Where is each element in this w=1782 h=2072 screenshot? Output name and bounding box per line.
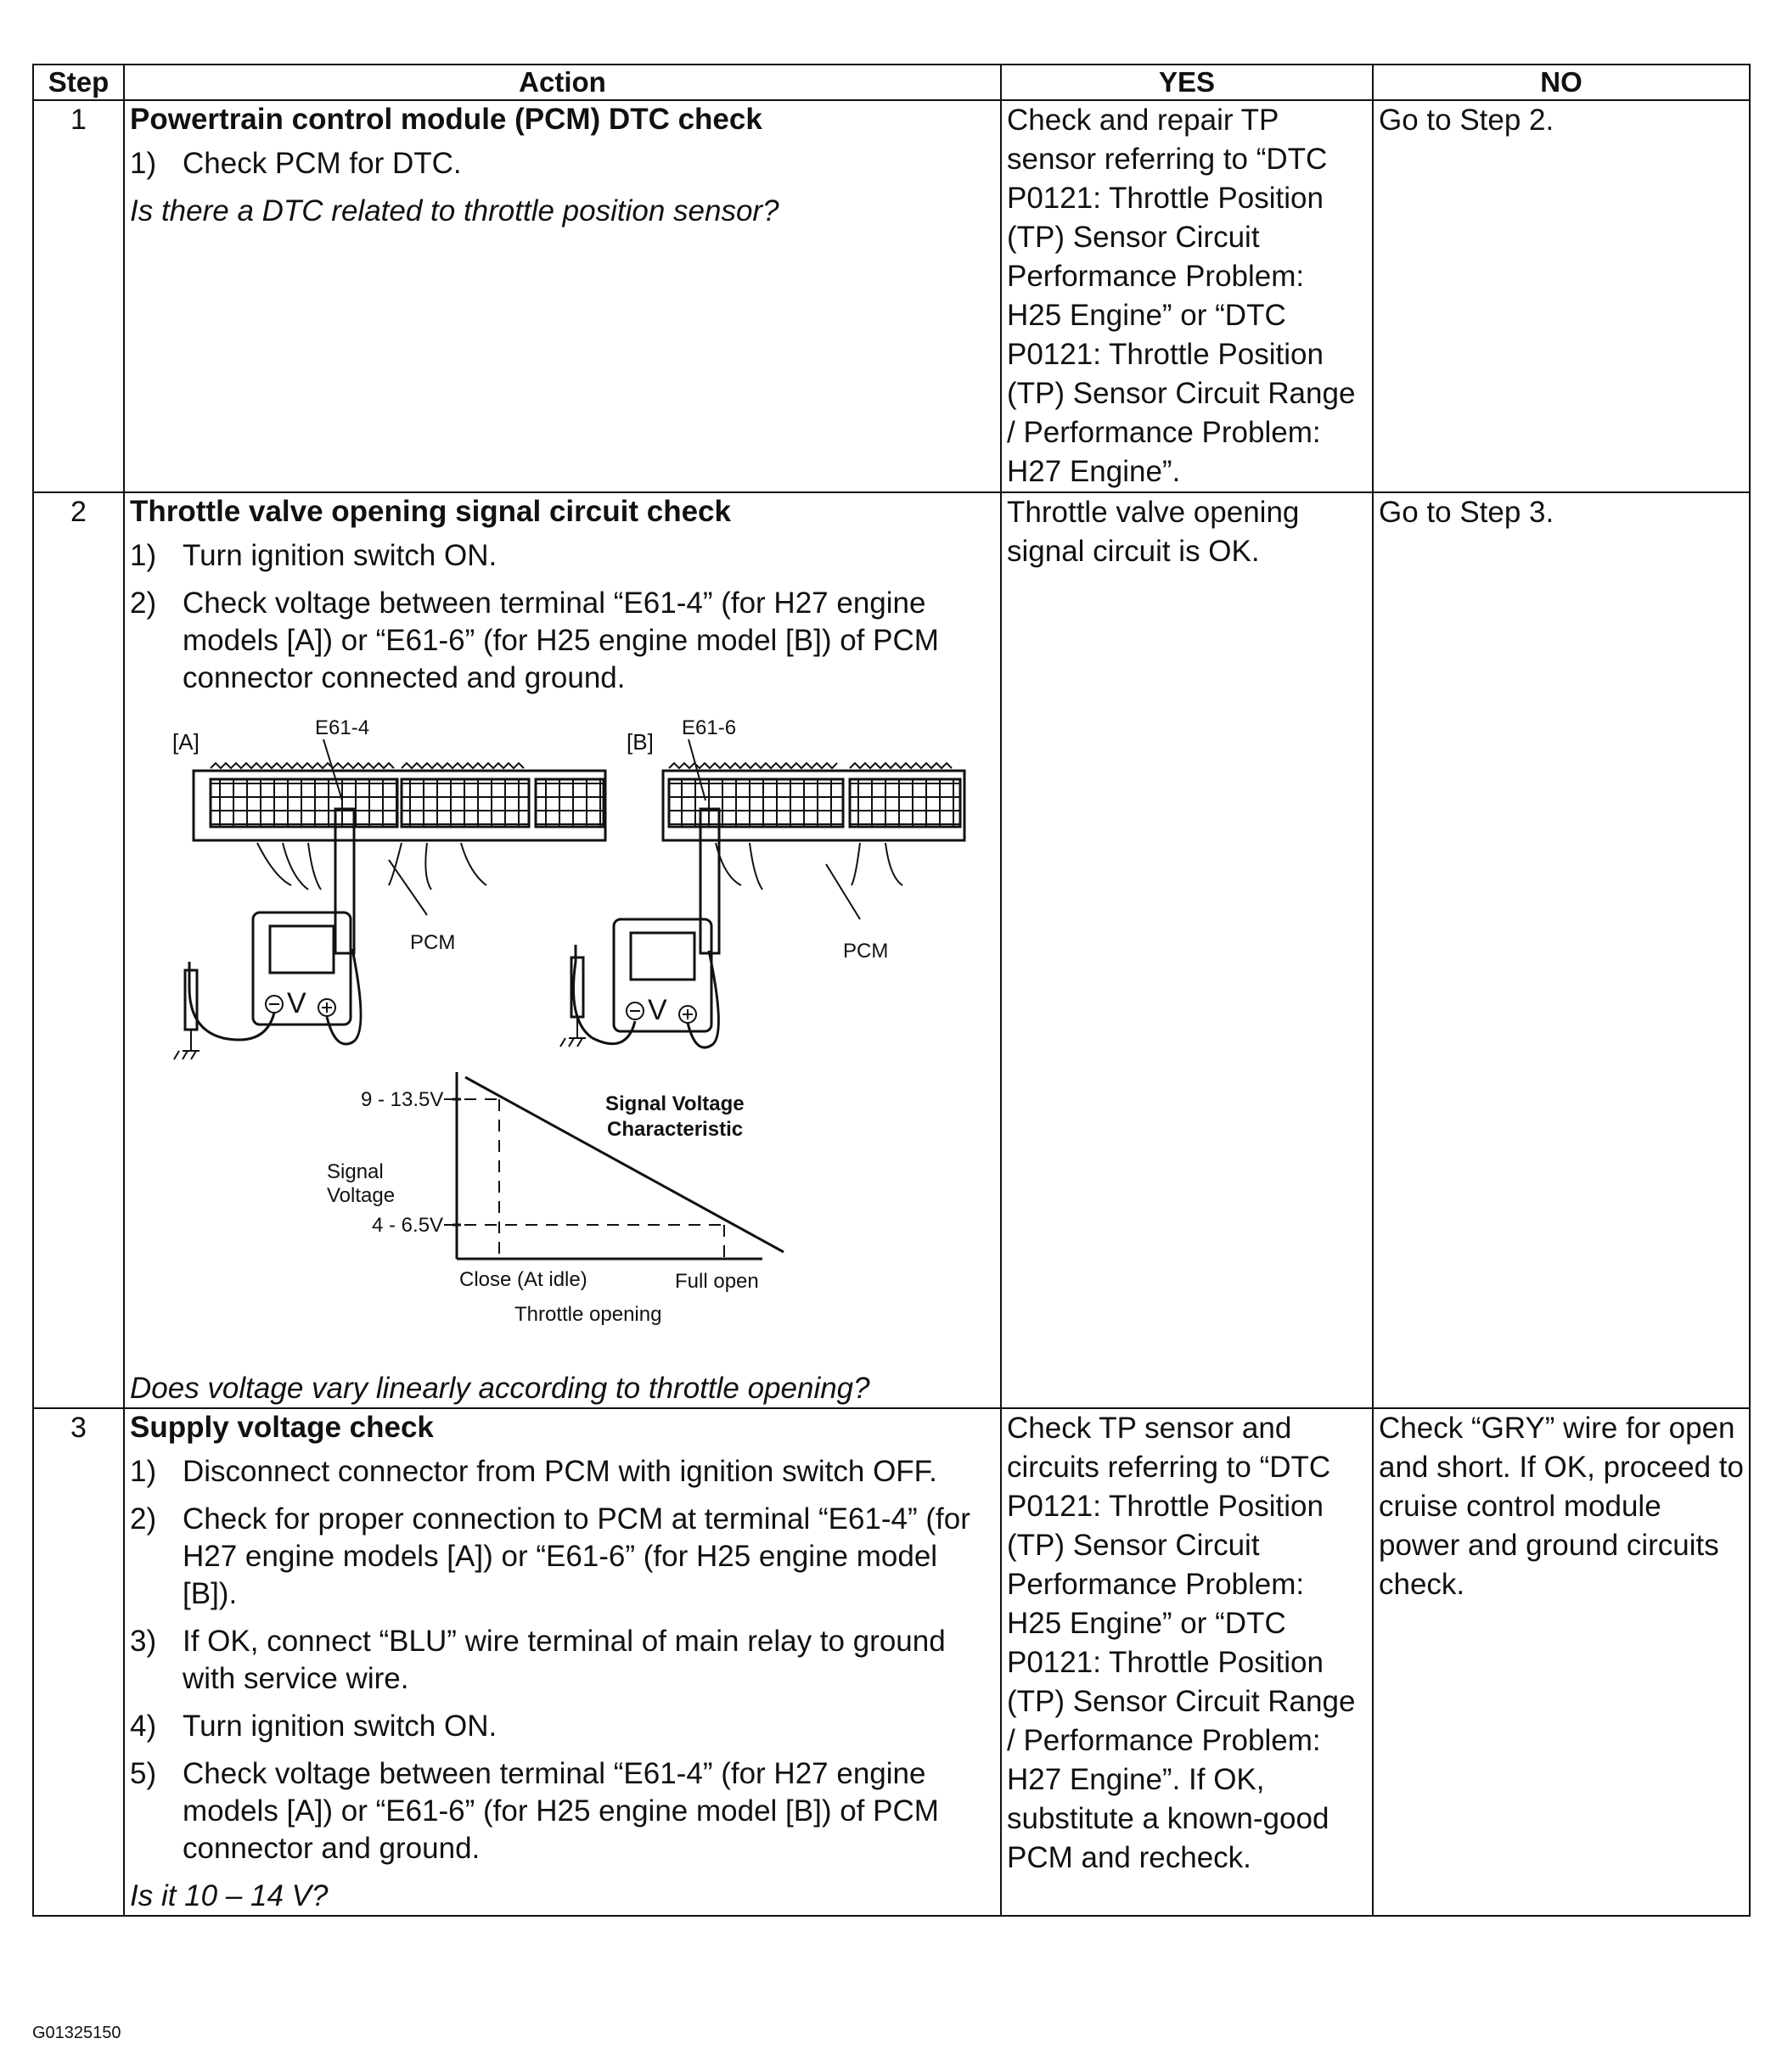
action-step (130, 1453, 995, 1491)
step-index: 5) (130, 1757, 157, 1790)
table-row (33, 100, 1750, 492)
signal-voltage-graph (327, 1072, 784, 1326)
label-b: [B] (627, 729, 654, 755)
graph-x-close: Close (At idle) (459, 1268, 587, 1291)
step-text: If OK, connect “BLU” wire terminal of main relay to ground with service wire. (183, 1625, 946, 1695)
terminal-a-label: E61-4 (315, 716, 370, 739)
header-step: Step (33, 65, 124, 100)
meter-symbol-b: V (648, 994, 667, 1026)
pcm-label-b: PCM (843, 940, 889, 963)
yes-cell: Check and repair TP sensor referring to “DTC P0121: Throttle Position (TP) Sensor Circuit Performance Problem: H25 Engine” or “DTC P0121: Throttle Position (TP) Sensor Circuit Range / Performance Problem: H27 Engine”. (1001, 100, 1373, 492)
step-index: 2) (130, 587, 157, 620)
graph-x-full: Full open (675, 1270, 759, 1293)
action-question: Is it 10 – 14 V? (130, 1879, 329, 1912)
step-text: Check PCM for DTC. (183, 147, 462, 180)
no-cell: Go to Step 3. (1373, 492, 1750, 1408)
step-index: 4) (130, 1710, 157, 1743)
action-cell (124, 492, 1001, 1408)
diagnostic-table (32, 64, 1751, 1917)
graph-y-low: 4 - 6.5V (372, 1214, 444, 1237)
action-step (130, 1501, 995, 1613)
step-text: Turn ignition switch ON. (183, 539, 497, 572)
step-number: 3 (33, 1408, 124, 1916)
step-index: 1) (130, 147, 157, 180)
yes-cell: Throttle valve opening signal circuit is OK. (1001, 492, 1373, 1408)
header-row (33, 65, 1750, 100)
graph-y-high: 9 - 13.5V (361, 1088, 444, 1111)
step-text: Disconnect connector from PCM with ignition switch OFF. (183, 1455, 937, 1488)
no-cell: Go to Step 2. (1373, 100, 1750, 492)
step-text: Check voltage between terminal “E61-4” (for H27 engine models [A]) or “E61-6” (for H25 engine model [B]) of PCM connector and ground. (183, 1757, 939, 1865)
action-steps (130, 537, 995, 697)
action-steps (130, 1453, 995, 1867)
action-question: Does voltage vary linearly according to throttle opening? (130, 1372, 870, 1405)
action-title: Supply voltage check (130, 1411, 434, 1444)
header-no: NO (1373, 65, 1750, 100)
action-steps (130, 145, 995, 182)
step-index: 2) (130, 1502, 157, 1536)
terminal-b-label: E61-6 (682, 716, 737, 739)
graph-title-line1: Signal Voltage (605, 1092, 745, 1115)
meter-symbol-a: V (287, 987, 306, 1019)
action-step (130, 537, 995, 575)
step-text: Turn ignition switch ON. (183, 1710, 497, 1743)
action-cell (124, 100, 1001, 492)
action-step (130, 1708, 995, 1745)
action-question: Is there a DTC related to throttle position sensor? (130, 194, 779, 227)
voltmeter-connection-diagram (138, 716, 970, 1352)
action-title: Throttle valve opening signal circuit check (130, 495, 731, 528)
header-action: Action (124, 65, 1001, 100)
figure-code: G01325150 (32, 2024, 121, 2042)
connector-b-illustration (560, 716, 964, 1047)
action-title: Powertrain control module (PCM) DTC check (130, 103, 762, 136)
connector-a-illustration (172, 716, 605, 1059)
action-step (130, 585, 995, 697)
step-index: 1) (130, 1455, 157, 1488)
graph-ylabel-line1: Signal (327, 1160, 384, 1183)
step-number: 1 (33, 100, 124, 492)
graph-ylabel-line2: Voltage (327, 1184, 396, 1207)
action-step (130, 1755, 995, 1867)
action-cell (124, 1408, 1001, 1916)
label-a: [A] (172, 729, 200, 755)
table-row (33, 1408, 1750, 1916)
pcm-label-a: PCM (410, 931, 456, 954)
no-cell: Check “GRY” wire for open and short. If OK, proceed to cruise control module power and ground circuits check. (1373, 1408, 1750, 1916)
table-row (33, 492, 1750, 1408)
yes-cell: Check TP sensor and circuits referring to “DTC P0121: Throttle Position (TP) Sensor Circuit Performance Problem: H25 Engine” or “DTC P0121: Throttle Position (TP) Sensor Circuit Range / Performance Problem: H27 Engine”. If OK, substitute a known-good PCM and recheck. (1001, 1408, 1373, 1916)
action-step (130, 145, 995, 182)
action-step (130, 1623, 995, 1698)
step-text: Check for proper connection to PCM at terminal “E61-4” (for H27 engine models [A]) or “E61-6” (for H25 engine model [B]). (183, 1502, 970, 1610)
step-index: 3) (130, 1625, 157, 1658)
graph-title-line2: Characteristic (607, 1118, 744, 1141)
step-index: 1) (130, 539, 157, 572)
graph-xlabel: Throttle opening (514, 1303, 662, 1326)
step-text: Check voltage between terminal “E61-4” (for H27 engine models [A]) or “E61-6” (for H25 engine model [B]) of PCM connector connected and ground. (183, 587, 939, 694)
step-number: 2 (33, 492, 124, 1408)
header-yes: YES (1001, 65, 1373, 100)
